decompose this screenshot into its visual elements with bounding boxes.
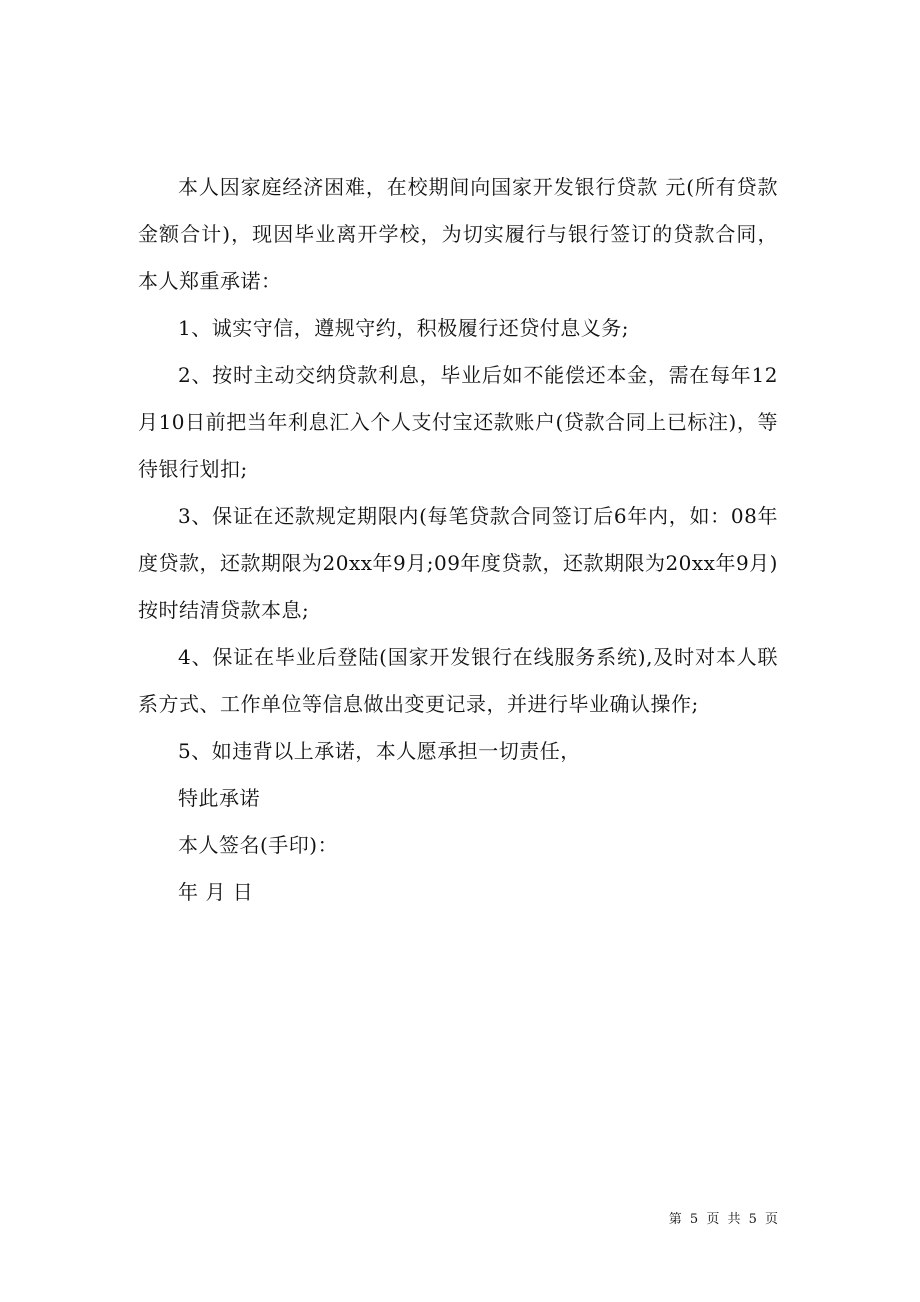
- closing-statement: 特此承诺: [178, 786, 260, 810]
- document-body: [138, 164, 778, 916]
- page-number-footer: 第 5 页 共 5 页: [668, 1212, 780, 1227]
- paragraph-intro: 本人因家庭经济困难，在校期间向国家开发银行贷款 元(所有贷款金额合计)，现因毕业离开学校，为切实履行与银行签订的贷款合同，本人郑重承诺：: [138, 175, 778, 293]
- paragraph-item-5: 5、如违背以上承诺，本人愿承担一切责任，: [178, 739, 581, 763]
- paragraph-item-3: 3、保证在还款规定期限内(每笔贷款合同签订后6年内，如：08年度贷款，还款期限为20xx年9月;09年度贷款，还款期限为20xx年9月)按时结清贷款本息;: [138, 504, 778, 622]
- paragraph-item-2: 2、按时主动交纳贷款利息，毕业后如不能偿还本金，需在每年12月10日前把当年利息汇入个人支付宝还款账户(贷款合同上已标注)，等待银行划扣;: [138, 363, 778, 481]
- paragraph-item-4: 4、保证在毕业后登陆(国家开发银行在线服务系统),及时对本人联系方式、工作单位等信息做出变更记录，并进行毕业确认操作;: [138, 645, 778, 716]
- date-line: 年 月 日: [178, 880, 254, 904]
- signature-line: 本人签名(手印)：: [178, 833, 339, 857]
- paragraph-item-1: 1、诚实守信，遵规守约，积极履行还贷付息义务;: [178, 316, 629, 340]
